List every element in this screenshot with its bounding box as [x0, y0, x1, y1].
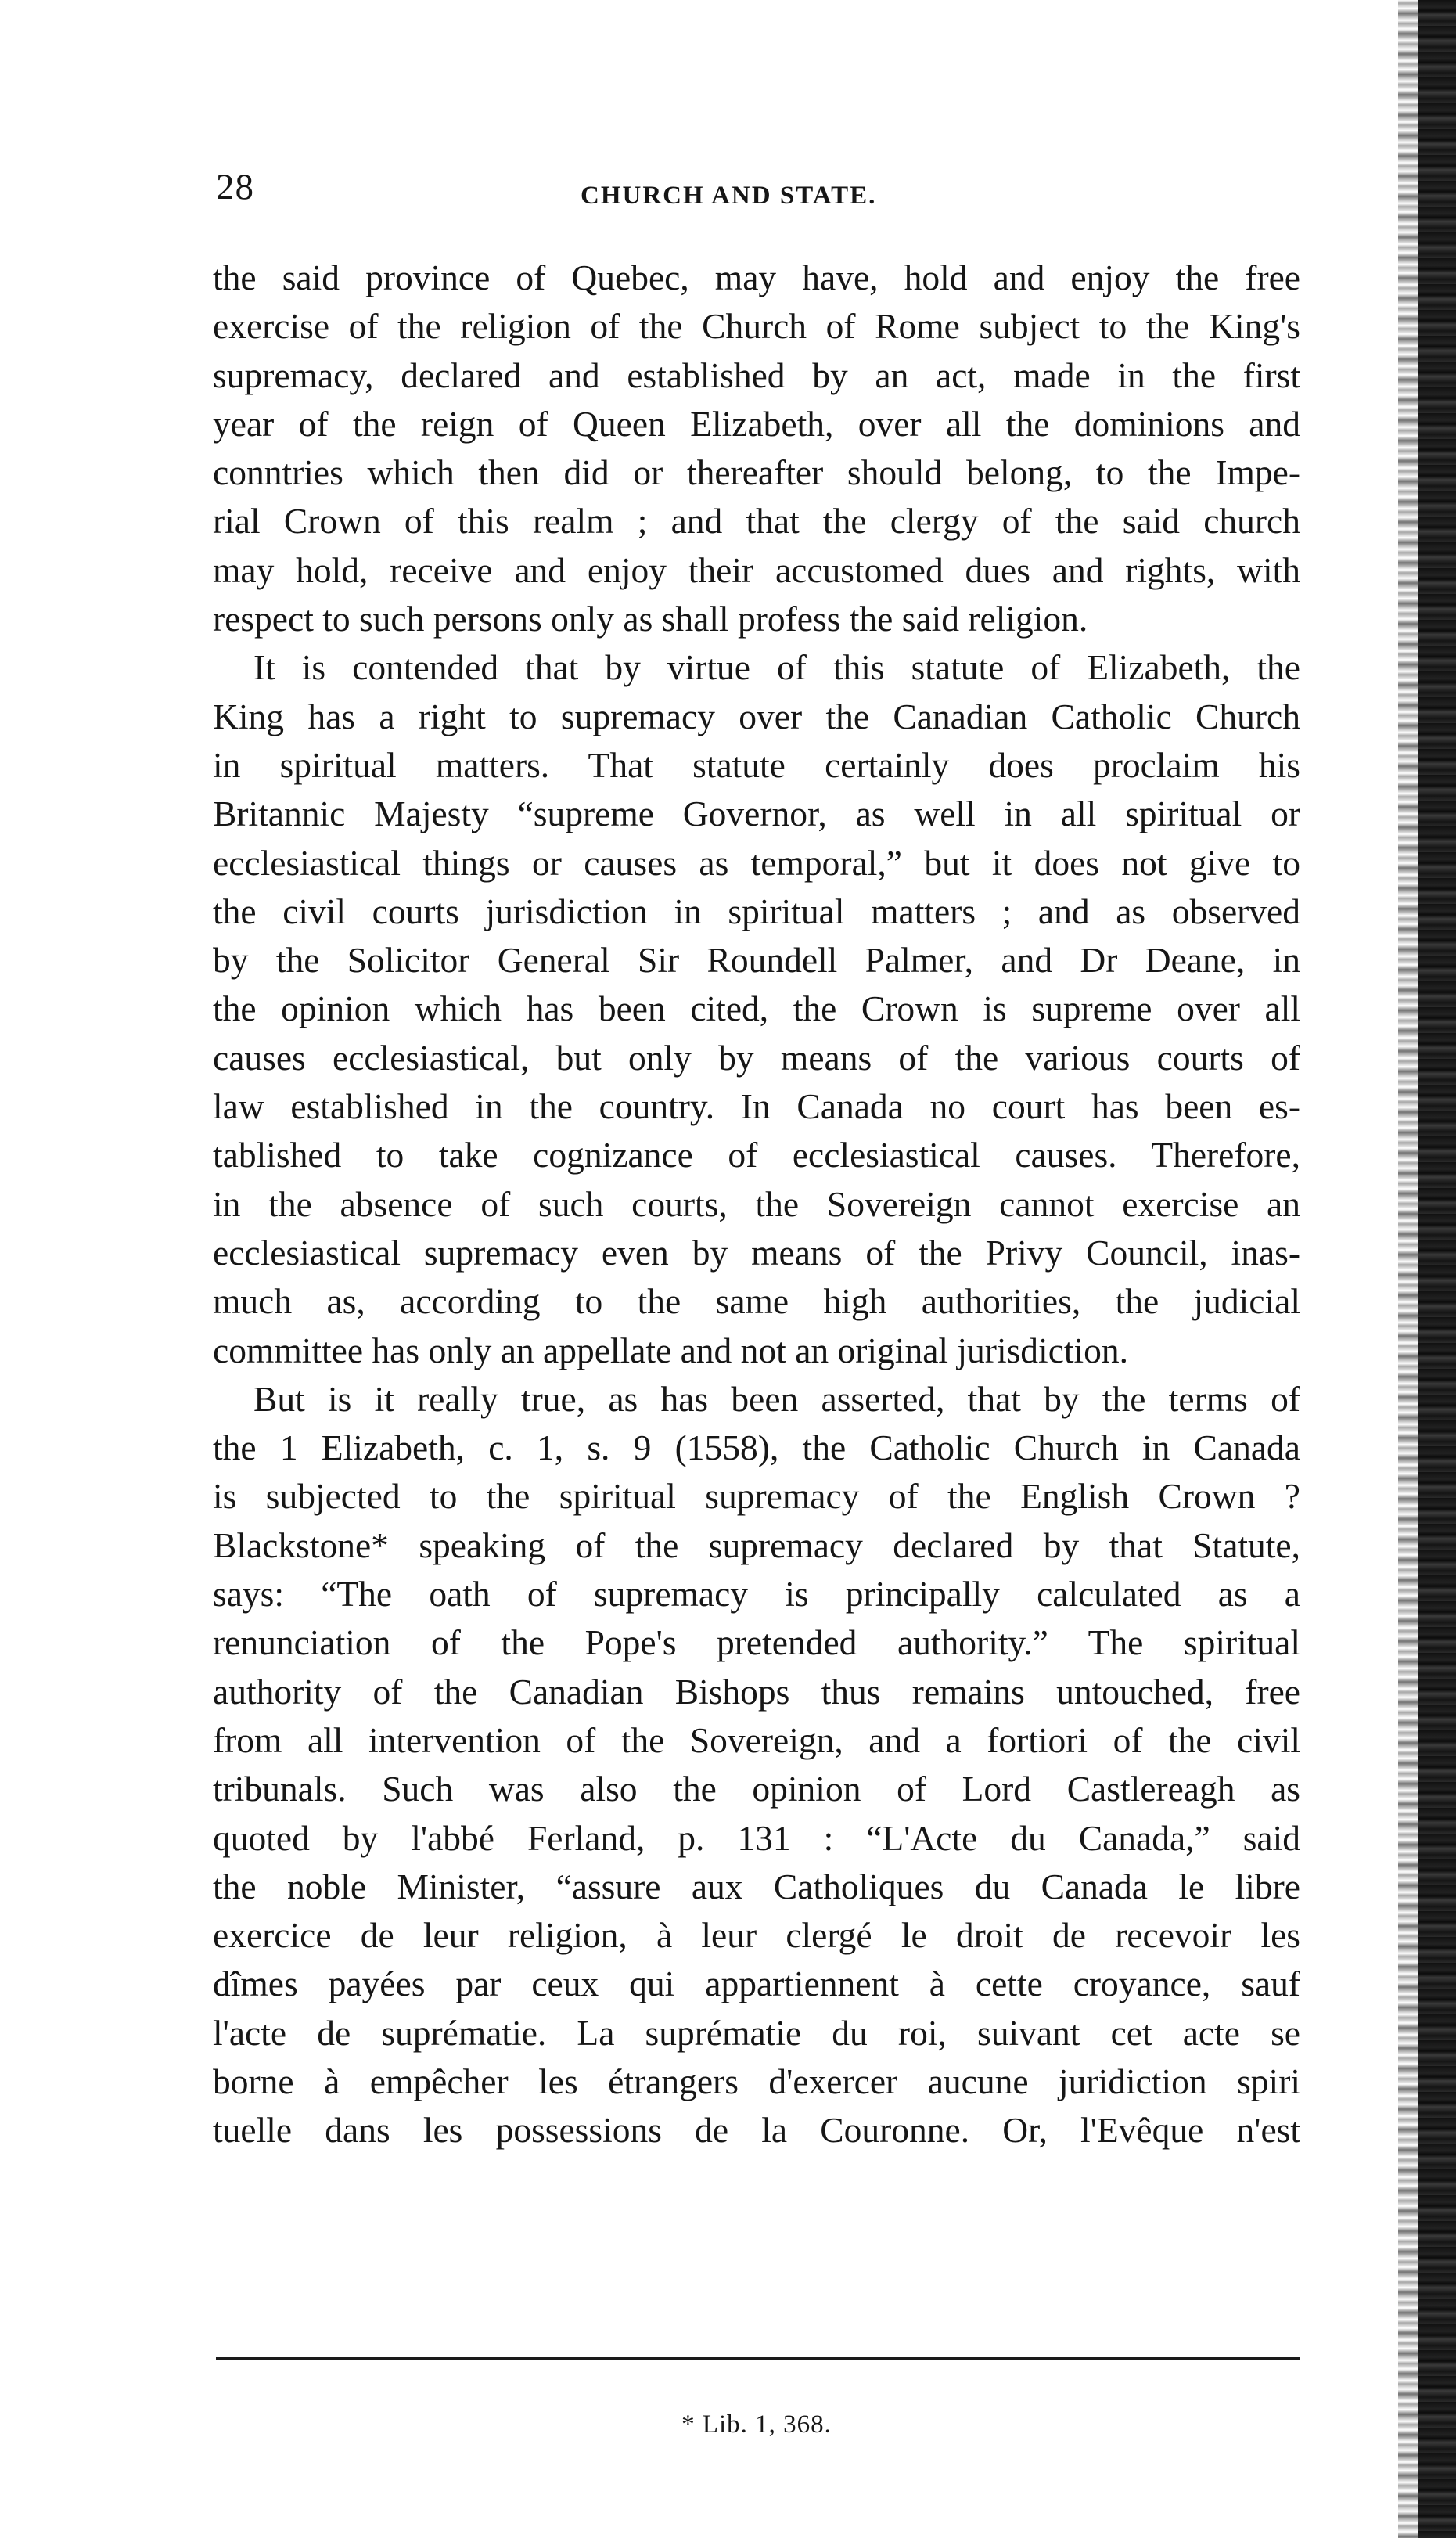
text-line: in spiritual matters. That statute certainly does proclaim his — [213, 744, 1300, 785]
text-line: conntries which then did or thereafter should belong, to the Impe- — [213, 452, 1300, 493]
book-page — [213, 149, 1300, 2439]
text-line: the civil courts jurisdiction in spiritual matters ; and as observed — [213, 891, 1300, 931]
text-line: tribunals. Such was also the opinion of Lord Castlereagh as — [213, 1769, 1300, 1809]
page-number: 28 — [216, 167, 254, 207]
text-line: much as, according to the same high authorities, the judicial — [213, 1281, 1300, 1322]
text-line: year of the reign of Queen Elizabeth, over all the dominions and — [213, 403, 1300, 444]
text-line: by the Solicitor General Sir Roundell Palmer, and Dr Deane, in — [213, 940, 1300, 981]
text-line: l'acte de suprématie. La suprématie du roi, suivant cet acte se — [213, 2012, 1300, 2053]
text-line: the 1 Elizabeth, c. 1, s. 9 (1558), the Catholic Church in Canada — [213, 1427, 1300, 1468]
text-line: tablished to take cognizance of ecclesiastical causes. Therefore, — [213, 1135, 1300, 1175]
text-line: Britannic Majesty “supreme Governor, as well in all spiritual or — [213, 794, 1300, 834]
text-line: causes ecclesiastical, but only by means of the various courts of — [213, 1037, 1300, 1078]
text-line: respect to such persons only as shall profess the said religion. — [213, 599, 1088, 639]
text-line: supremacy, declared and established by an act, made in the first — [213, 355, 1300, 395]
footnote-divider — [216, 2357, 1300, 2360]
page-header — [213, 149, 1300, 219]
scan-edge-shadow — [1398, 0, 1418, 2538]
footnote: * Lib. 1, 368. — [681, 2410, 832, 2439]
text-line: ecclesiastical supremacy even by means of the Privy Council, inas- — [213, 1232, 1300, 1273]
running-head: CHURCH AND STATE. — [581, 182, 877, 210]
text-line: is subjected to the spiritual supremacy of the English Crown ? — [213, 1476, 1300, 1517]
text-line: exercise of the religion of the Church of Rome subject to the King's — [213, 306, 1300, 347]
text-line: in the absence of such courts, the Sovereign cannot exercise an — [213, 1183, 1300, 1224]
text-line: rial Crown of this realm ; and that the clergy of the said church — [213, 501, 1300, 542]
text-line: ecclesiastical things or causes as temporal,” but it does not give to — [213, 842, 1300, 883]
text-line: But is it really true, as has been asserted, that by the terms of — [253, 1378, 1300, 1419]
text-line: the opinion which has been cited, the Crown is supreme over all — [213, 988, 1300, 1029]
text-line: from all intervention of the Sovereign, and a fortiori of the civil — [213, 1719, 1300, 1760]
text-line: the noble Minister, “assure aux Catholiques du Canada le libre — [213, 1866, 1300, 1906]
text-line: quoted by l'abbé Ferland, p. 131 : “L'Acte du Canada,” said — [213, 1817, 1300, 1858]
text-line: Blackstone* speaking of the supremacy declared by that Statute, — [213, 1525, 1300, 1565]
text-line: authority of the Canadian Bishops thus remains untouched, free — [213, 1671, 1300, 1712]
text-line: It is contended that by virtue of this statute of Elizabeth, the — [253, 647, 1300, 688]
body-text — [213, 254, 1300, 2155]
text-line: committee has only an appellate and not an original jurisdiction. — [213, 1330, 1129, 1370]
text-line: King has a right to supremacy over the Canadian Catholic Church — [213, 696, 1300, 736]
scan-binding-edge — [1418, 0, 1456, 2538]
text-line: renunciation of the Pope's pretended authority.” The spiritual — [213, 1622, 1300, 1663]
text-line: tuelle dans les possessions de la Couronne. Or, l'Evêque n'est — [213, 2110, 1300, 2151]
text-line: dîmes payées par ceux qui appartiennent à cette croyance, sauf — [213, 1964, 1300, 2004]
text-line: exercice de leur religion, à leur clergé le droit de recevoir les — [213, 1915, 1300, 1956]
text-line: borne à empêcher les étrangers d'exercer aucune juridiction spiri — [213, 2061, 1300, 2101]
text-line: law established in the country. In Canada no court has been es- — [213, 1086, 1300, 1127]
text-line: says: “The oath of supremacy is principally calculated as a — [213, 1574, 1300, 1615]
text-line: may hold, receive and enjoy their accustomed dues and rights, with — [213, 549, 1300, 590]
text-line: the said province of Quebec, may have, hold and enjoy the free — [213, 257, 1300, 297]
